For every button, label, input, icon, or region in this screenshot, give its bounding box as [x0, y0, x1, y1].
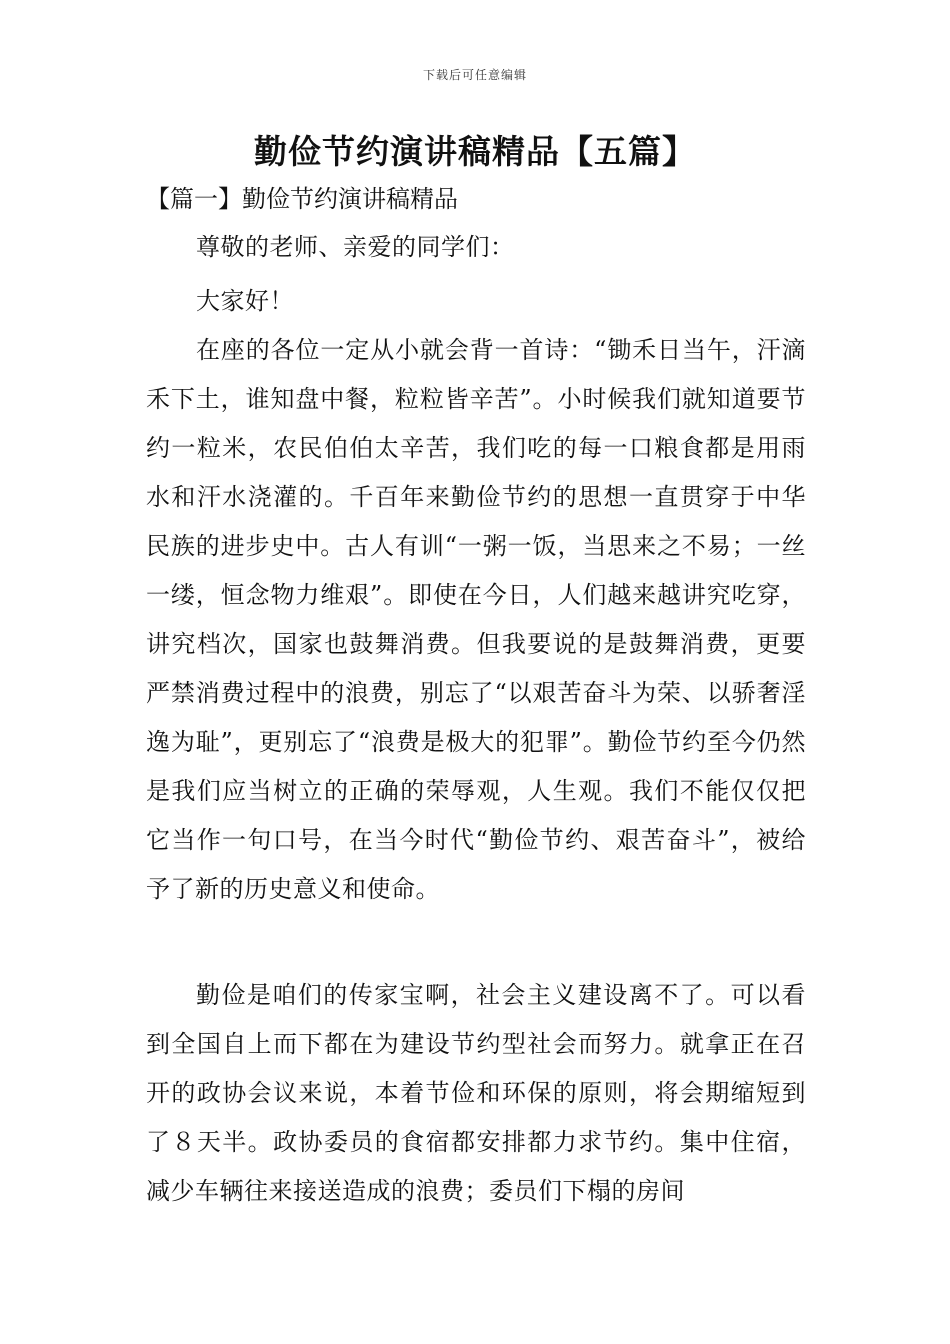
document-title: 勤俭节约演讲稿精品【五篇】 [254, 132, 696, 171]
greeting: 大家好！ [196, 287, 294, 315]
salutation: 尊敬的老师、亲爱的同学们： [196, 233, 515, 261]
body-paragraph-1: 在座的各位一定从小就会背一首诗：“锄禾日当午，汗滴禾下土，谁知盘中餐，粒粒皆辛苦”。小时候我们就知道要节约一粒米，农民伯伯太辛苦，我们吃的每一口粮食都是用雨水和汗水浇灌的。千百年来勤俭节约的思想一直贯穿于中华民族的进步史中。古人有训“一粥一饭，当思来之不易；一丝一缕，恒念物力维艰”。即使在今日，人们越来越讲究吃穿，讲究档次，国家也鼓舞消费。但我要说的是鼓舞消费，更要严禁消费过程中的浪费，别忘了“以艰苦奋斗为荣、以骄奢淫逸为耻”，更别忘了“浪费是极大的犯罪”。勤俭节约至今仍然是我们应当树立的正确的荣辱观，人生观。我们不能仅仅把它当作一句口号，在当今时代“勤俭节约、艰苦奋斗”，被给予了新的历史意义和使命。 [146, 336, 806, 903]
section-heading: 【篇一】勤俭节约演讲稿精品 [146, 185, 458, 213]
header-note: 下载后可任意编辑 [422, 68, 527, 82]
body-paragraph-2: 勤俭是咱们的传家宝啊，社会主义建设离不了。可以看到全国自上而下都在为建设节约型社会而努力。就拿正在召开的政协会议来说，本着节俭和环保的原则，将会期缩短到了８天半。政协委员的食宿都安排都力求节约。集中住宿，减少车辆往来接送造成的浪费；委员们下榻的房间 [146, 981, 806, 1205]
